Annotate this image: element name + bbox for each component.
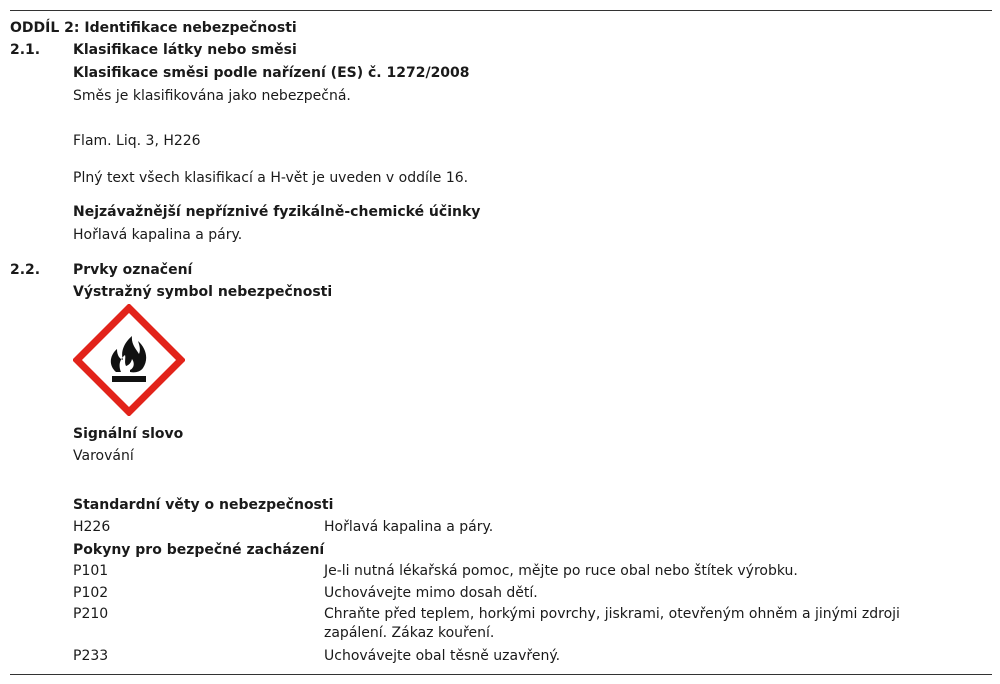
precautionary-statements-heading: Pokyny pro bezpečné zacházení	[73, 542, 325, 558]
top-rule	[10, 10, 992, 11]
signal-word-heading: Signální slovo	[73, 426, 184, 442]
classification-code: Flam. Liq. 3, H226	[73, 133, 201, 149]
signal-word: Varování	[73, 448, 134, 464]
precaution-code: P210	[73, 606, 109, 622]
section-title: ODDÍL 2: Identifikace nebezpečnosti	[10, 20, 297, 36]
hazard-statements-heading: Standardní věty o nebezpečnosti	[73, 497, 334, 513]
classification-statement: Směs je klasifikována jako nebezpečná.	[73, 88, 351, 104]
pictogram-heading: Výstražný symbol nebezpečnosti	[73, 284, 333, 300]
flame-pictogram-icon	[73, 304, 185, 416]
subsection-heading-2-1: Klasifikace látky nebo směsi	[73, 42, 297, 58]
precaution-text: Uchovávejte mimo dosah dětí.	[324, 585, 538, 601]
precaution-text: Uchovávejte obal těsně uzavřený.	[324, 648, 561, 664]
subsection-number-2-1: 2.1.	[10, 42, 41, 58]
bottom-rule	[10, 674, 992, 675]
hazard-code: H226	[73, 519, 111, 535]
subsection-number-2-2: 2.2.	[10, 262, 41, 278]
precaution-text: Chraňte před teplem, horkými povrchy, jiskrami, otevřeným ohněm a jinými zdroji	[324, 606, 900, 622]
effects-text: Hořlavá kapalina a páry.	[73, 227, 243, 243]
precaution-code: P101	[73, 563, 109, 579]
precaution-text: Je-li nutná lékařská pomoc, mějte po ruce obal nebo štítek výrobku.	[324, 563, 798, 579]
precaution-code: P233	[73, 648, 109, 664]
effects-heading: Nejzávažnější nepříznivé fyzikálně-chemické účinky	[73, 204, 481, 220]
subsection-heading-2-2: Prvky označení	[73, 262, 193, 278]
hazard-text: Hořlavá kapalina a páry.	[324, 519, 494, 535]
fulltext-note: Plný text všech klasifikací a H-vět je uveden v oddíle 16.	[73, 170, 469, 186]
classification-regulation-heading: Klasifikace směsi podle nařízení (ES) č. 1272/2008	[73, 65, 470, 81]
precaution-code: P102	[73, 585, 109, 601]
precaution-text-continued: zapálení. Zákaz kouření.	[324, 625, 495, 641]
